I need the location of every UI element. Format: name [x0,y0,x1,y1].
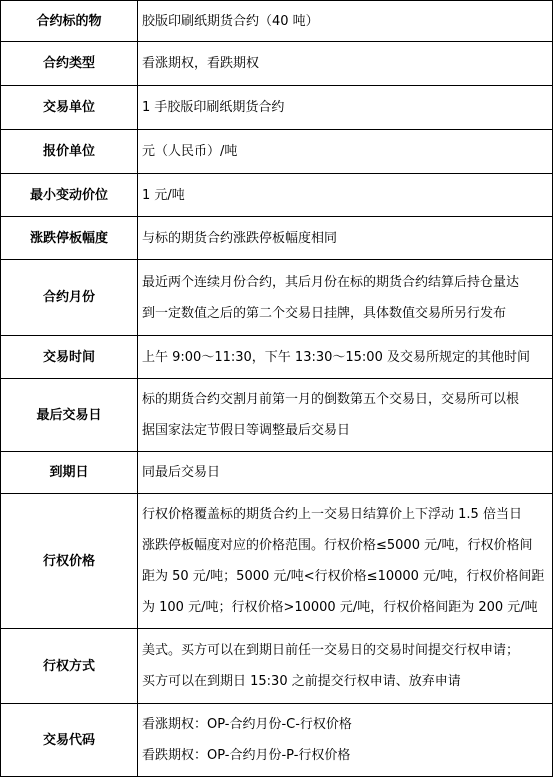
row-label: 合约标的物 [1,1,138,42]
row-value [138,452,553,494]
table-row [1,42,553,86]
value-line: 据国家法定节假日等调整最后交易日 [142,423,351,438]
table-row [1,494,553,629]
row-value [138,42,553,86]
row-label: 涨跌停板幅度 [1,217,138,260]
table-row [1,629,553,704]
row-label: 合约月份 [1,260,138,336]
row-value [138,1,553,42]
table-row [1,379,553,452]
value-line: 距为 50 元/吨；5000 元/吨<行权价格≤10000 元/吨，行权价格间距 [142,569,545,584]
value-line: 同最后交易日 [142,465,221,480]
value-line: 1 手胶版印刷纸期货合约 [142,100,285,115]
value-line: 元（人民币）/吨 [142,144,238,159]
row-label: 合约类型 [1,42,138,86]
value-line: 行权价格覆盖标的期货合约上一交易日结算价上下浮动 1.5 倍当日 [142,507,522,522]
row-label: 行权价格 [1,494,138,629]
value-line: 看涨期权：OP-合约月份-C-行权价格 [142,717,352,732]
table-row [1,452,553,494]
row-label: 报价单位 [1,130,138,174]
row-label: 交易代码 [1,704,138,777]
table-row [1,217,553,260]
row-label: 交易时间 [1,336,138,379]
table-row [1,86,553,130]
row-value [138,174,553,217]
row-value [138,86,553,130]
value-line: 看涨期权，看跌期权 [142,56,260,71]
value-line: 为 100 元/吨；行权价格>10000 元/吨，行权价格间距为 200 元/吨 [142,600,538,615]
row-label: 到期日 [1,452,138,494]
row-value [138,494,553,629]
table-row [1,174,553,217]
table-row [1,130,553,174]
table-row [1,1,553,42]
value-line: 美式。买方可以在到期日前任一交易日的交易时间提交行权申请； [142,643,520,658]
row-value [138,130,553,174]
table-row [1,260,553,336]
row-label: 最后交易日 [1,379,138,452]
value-line: 涨跌停板幅度对应的价格范围。行权价格≤5000 元/吨，行权价格间 [142,538,533,553]
row-value [138,629,553,704]
value-line: 看跌期权：OP-合约月份-P-行权价格 [142,748,351,763]
value-line: 与标的期货合约涨跌停板幅度相同 [142,230,338,246]
row-value [138,260,553,336]
row-label: 交易单位 [1,86,138,130]
row-value [138,379,553,452]
value-line: 买方可以在到期日 15:30 之前提交行权申请、放弃申请 [142,674,461,689]
row-label: 最小变动价位 [1,174,138,217]
table-row [1,336,553,379]
table-row [1,704,553,777]
value-line: 胶版印刷纸期货合约（40 吨） [142,13,319,29]
value-line: 1 元/吨 [142,187,185,203]
row-value [138,336,553,379]
value-line: 到一定数值之后的第二个交易日挂牌，具体数值交易所另行发布 [142,305,507,321]
row-value [138,704,553,777]
row-label: 行权方式 [1,629,138,704]
value-line: 最近两个连续月份合约，其后月份在标的期货合约结算后持仓量达 [142,274,520,290]
row-value [138,217,553,260]
value-line: 上午 9:00～11:30，下午 13:30～15:00 及交易所规定的其他时间 [142,349,530,365]
value-line: 标的期货合约交割月前第一月的倒数第五个交易日，交易所可以根 [142,392,520,407]
